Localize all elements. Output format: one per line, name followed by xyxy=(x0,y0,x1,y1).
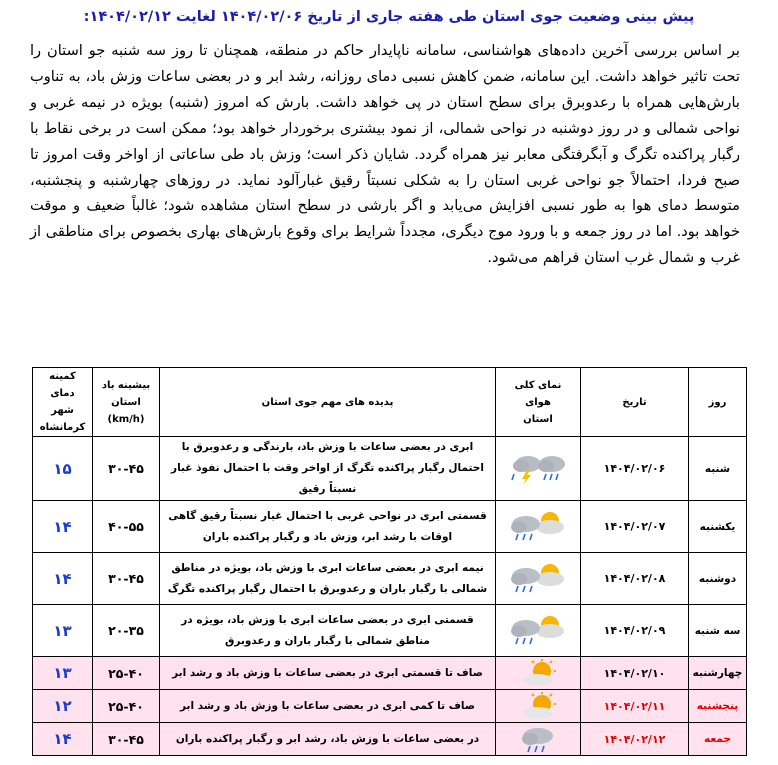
page-title: پیش بینی وضعیت جوی استان طی هفته جاری از تاریخ ۱۴۰۴/۰۲/۰۶ لغایت ۱۴۰۴/۰۲/۱۲: xyxy=(83,9,695,25)
mintemp-cell: ۱۴ xyxy=(33,501,93,553)
wind-cell: ۳۰-۴۵ xyxy=(93,437,160,501)
view-cell xyxy=(496,657,581,690)
header-phenomena: پدیده های مهم جوی استان xyxy=(160,368,496,437)
date-cell: ۱۴۰۴/۰۲/۱۱ xyxy=(581,690,689,723)
day-cell: چهارشنبه xyxy=(689,657,747,690)
view-cell xyxy=(496,553,581,605)
phenomena-cell: در بعضی ساعات با وزش باد، رشد ابر و رگبار پراکنده باران xyxy=(160,723,496,756)
header-view: نمای کلی هوای استان xyxy=(496,368,581,437)
table-row xyxy=(33,605,747,657)
view-cell xyxy=(496,690,581,723)
day-cell: یکشنبه xyxy=(689,501,747,553)
mintemp-cell: ۱۳ xyxy=(33,657,93,690)
phenomena-cell: ابری در بعضی ساعات با وزش باد، بارندگی و رعدوبرق با احتمال رگبار پراکنده تگرگ از اواخر وقت با احتمال نفوذ غبار نسبتاً رقیق xyxy=(160,437,496,501)
table-row xyxy=(33,657,747,690)
mintemp-cell: ۱۴ xyxy=(33,723,93,756)
table-row xyxy=(33,501,747,553)
table-row xyxy=(33,553,747,605)
wind-cell: ۳۰-۴۵ xyxy=(93,723,160,756)
phenomena-cell: نیمه ابری در بعضی ساعات ابری با وزش باد، بویژه در مناطق شمالی با رگبار باران و رعدوبرق با احتمال رگبار پراکنده تگرگ xyxy=(160,553,496,605)
wind-cell: ۳۰-۴۵ xyxy=(93,553,160,605)
wind-cell: ۲۰-۳۵ xyxy=(93,605,160,657)
phenomena-cell: قسمتی ابری در نواحی غربی با احتمال غبار نسبتاً رقیق گاهی اوقات با رشد ابر، وزش باد و رگبار پراکنده باران xyxy=(160,501,496,553)
table-row xyxy=(33,723,747,756)
view-cell xyxy=(496,501,581,553)
sun-cloud-icon xyxy=(518,659,558,687)
sun-cloud-rain-icon xyxy=(506,614,570,648)
phenomena-cell: صاف تا کمی ابری در بعضی ساعات با وزش باد و رشد ابر xyxy=(160,690,496,723)
wind-cell: ۲۵-۴۰ xyxy=(93,690,160,723)
table-row xyxy=(33,690,747,723)
cloud-rain-icon xyxy=(518,725,558,753)
header-wind: بیشینه باد استان (km/h) xyxy=(93,368,160,437)
day-cell: جمعه xyxy=(689,723,747,756)
day-cell: دوشنبه xyxy=(689,553,747,605)
date-cell: ۱۴۰۴/۰۲/۰۶ xyxy=(581,437,689,501)
mintemp-cell: ۱۳ xyxy=(33,605,93,657)
date-cell: ۱۴۰۴/۰۲/۱۲ xyxy=(581,723,689,756)
table-row xyxy=(33,437,747,501)
view-cell xyxy=(496,437,581,501)
mintemp-cell: ۱۴ xyxy=(33,553,93,605)
header-mintemp: کمینه دمای شهر کرمانشاه xyxy=(33,368,93,437)
sun-cloud-icon xyxy=(518,692,558,720)
date-cell: ۱۴۰۴/۰۲/۱۰ xyxy=(581,657,689,690)
view-cell xyxy=(496,605,581,657)
phenomena-cell: صاف تا قسمتی ابری در بعضی ساعات با وزش باد و رشد ابر xyxy=(160,657,496,690)
table-header-row xyxy=(33,368,747,437)
day-cell: سه شنبه xyxy=(689,605,747,657)
sun-cloud-rain-icon xyxy=(506,510,570,544)
mintemp-cell: ۱۵ xyxy=(33,437,93,501)
date-cell: ۱۴۰۴/۰۲/۰۸ xyxy=(581,553,689,605)
mintemp-cell: ۱۲ xyxy=(33,690,93,723)
forecast-paragraph: بر اساس بررسی آخرین داده‌های هواشناسی، سامانه ناپایدار حاکم در منطقه، همچنان تا روز سه شنبه جو استان را تحت تاثیر خواهد داشت. این سامانه، ضمن کاهش نسبی دمای روزانه، رشد ابر و در بعضی ساعات وزش باد، به تناوب بارش‌هایی همراه با رعدوبرق برای سطح استان در پی خواهد داشت. بارش که امروز (شنبه) بویژه در نیمه غربی و نواحی شمالی و در روز دوشنبه در نواحی شمالی، از نمود بیشتری برخوردار خواهد بود؛ ممکن است در برخی نقاط با رگبار پراکنده تگرگ و آبگرفتگی معابر نیز همراه گردد. شایان ذکر است؛ وزش باد طی ساعاتی از اواخر وقت امروز تا صبح فردا، احتمالاً جو نواحی غربی استان را به شکلی نسبتاً رقیق غبارآلود نماید. در روزهای چهارشنبه و پنجشنبه، متوسط دمای هوا به طور نسبی افزایش می‌یابد و اگر بارشی در سطح استان مشاهده شود؛ غالباً ضعیف و موقت خواهد بود. اما در روز جمعه و با ورود موج دیگری، مجدداً شرایط برای وقوع بارش‌های بهاری بخصوص برای مناطقی از غرب و شمال غرب استان فراهم می‌شود. xyxy=(30,42,740,267)
day-cell: شنبه xyxy=(689,437,747,501)
date-cell: ۱۴۰۴/۰۲/۰۷ xyxy=(581,501,689,553)
day-cell: پنجشنبه xyxy=(689,690,747,723)
date-cell: ۱۴۰۴/۰۲/۰۹ xyxy=(581,605,689,657)
header-date: تاریخ xyxy=(581,368,689,437)
header-day: روز xyxy=(689,368,747,437)
forecast-table xyxy=(32,367,747,756)
thunderstorm-rain-icon xyxy=(506,452,570,486)
wind-cell: ۲۵-۴۰ xyxy=(93,657,160,690)
wind-cell: ۴۰-۵۵ xyxy=(93,501,160,553)
phenomena-cell: قسمتی ابری در بعضی ساعات ابری با وزش باد، بویژه در مناطق شمالی با رگبار باران و رعدوبرق xyxy=(160,605,496,657)
sun-cloud-rain-icon xyxy=(506,562,570,596)
view-cell xyxy=(496,723,581,756)
